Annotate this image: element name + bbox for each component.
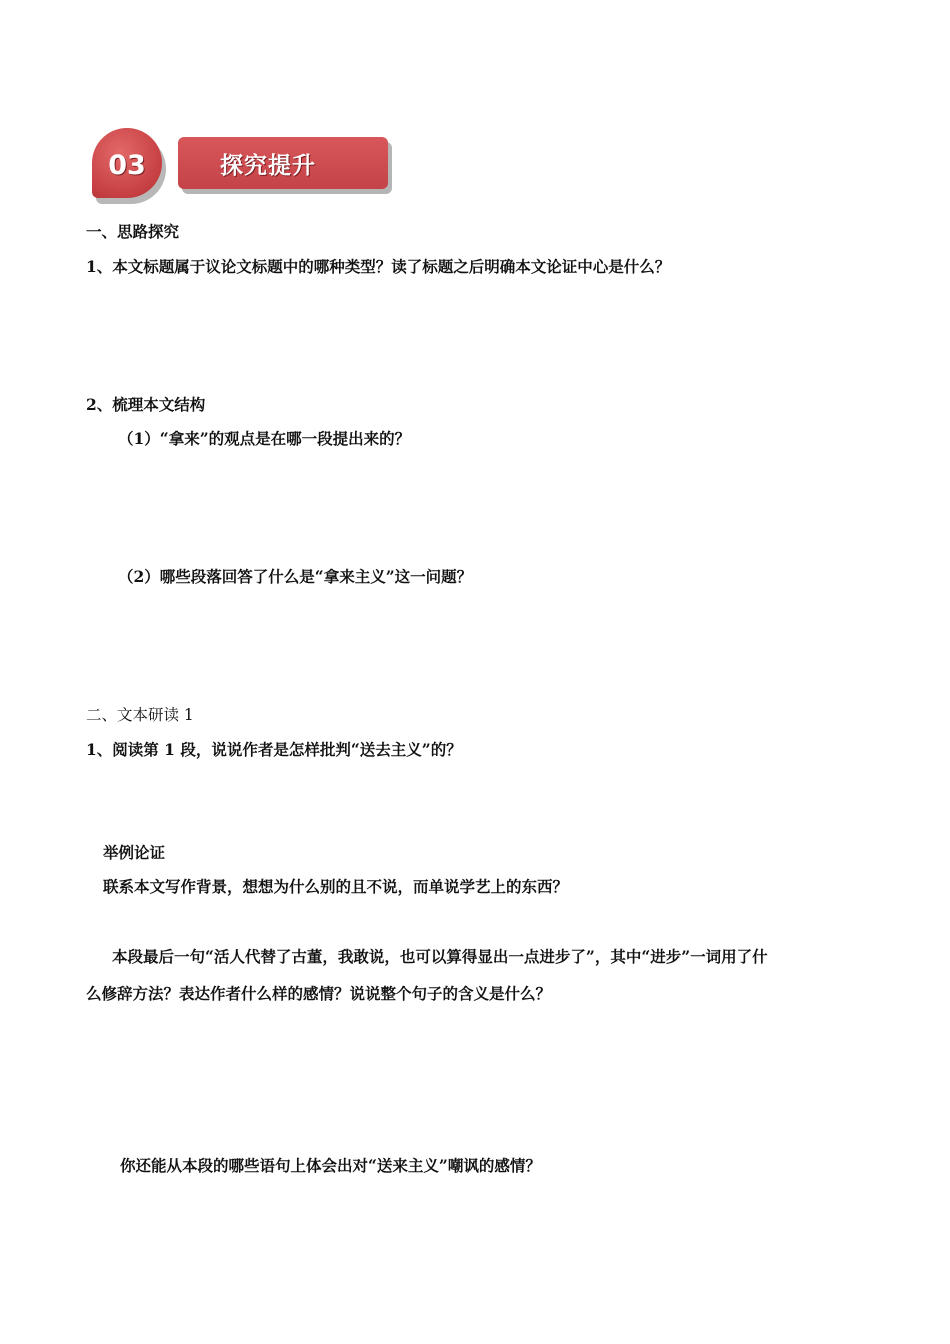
reading-note: 举例论证 [103,843,166,862]
reading-question-1a: 联系本文写作背景，想想为什么别的且不说，而单说学艺上的东西？ [103,877,569,896]
badge-number-circle [92,128,162,198]
badge-title: 探究提升 [220,152,316,179]
reading-question-1b-line1: 本段最后一句“活人代替了古董，我敢说，也可以算得显出一点进步了”，其中“进步”一词用了什 [112,947,768,966]
reading-question-1c: 你还能从本段的哪些语句上体会出对“送来主义”嘲讽的感情？ [120,1156,541,1175]
section-heading-1: 一、思路探究 [86,222,180,241]
section-heading-2: 二、文本研读 1 [86,706,194,724]
question-2-1: （1）“拿来”的观点是在哪一段提出来的？ [118,429,411,448]
question-1: 1、本文标题属于议论文标题中的哪种类型？读了标题之后明确本文论证中心是什么？ [86,257,671,276]
reading-question-1b-line2: 么修辞方法？表达作者什么样的感情？说说整个句子的含义是什么？ [86,984,552,1003]
badge-title-bar [178,137,388,189]
section-badge [90,124,395,208]
question-2-2: （2）哪些段落回答了什么是“拿来主义”这一问题？ [118,567,473,586]
question-2: 2、梳理本文结构 [86,395,206,414]
badge-number: 03 [108,149,146,181]
reading-question-1: 1、阅读第 1 段，说说作者是怎样批判“送去主义”的？ [86,740,462,759]
